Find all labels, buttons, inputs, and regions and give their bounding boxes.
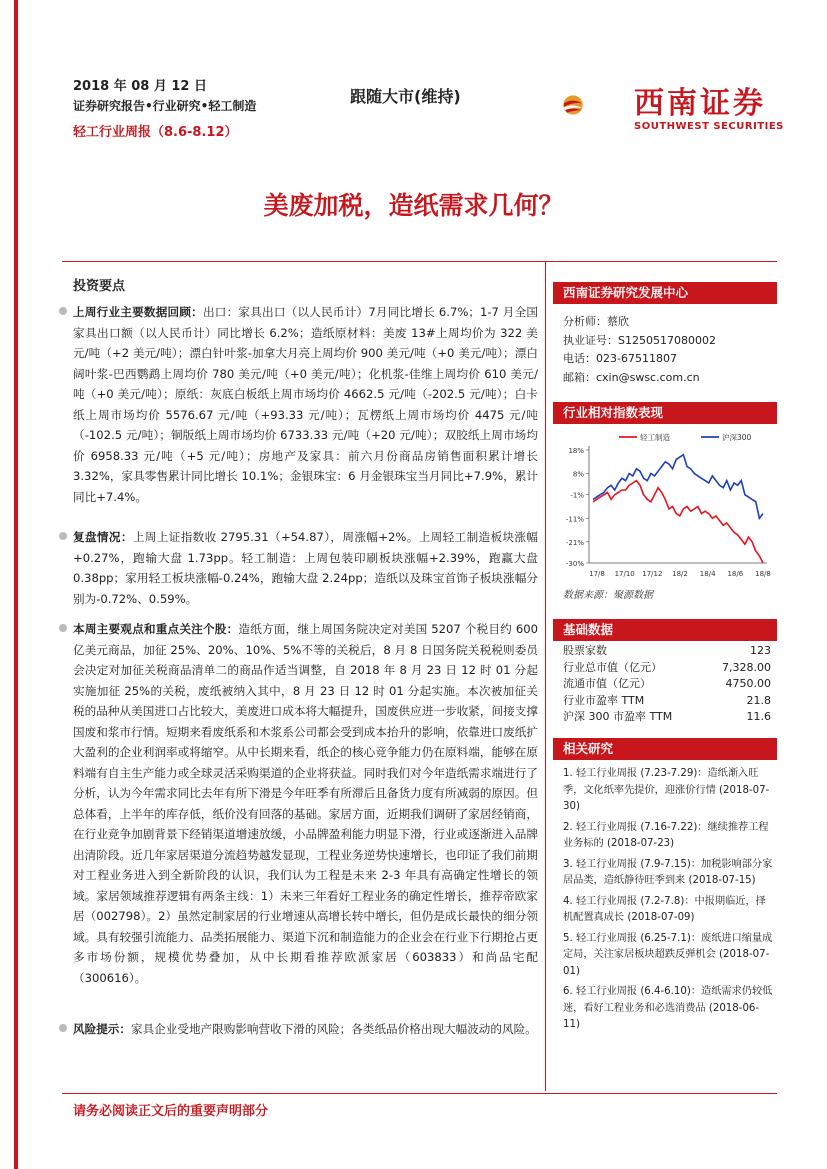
related-reports-list — [563, 766, 773, 1038]
paragraph-risk — [73, 1019, 538, 1040]
legend-label: 轻工制造 — [640, 433, 670, 442]
paragraph-lead: 风险提示： — [73, 1022, 131, 1036]
table-row — [563, 693, 771, 710]
row-label: 行业市盈率 TTM — [563, 693, 645, 707]
header-divider — [62, 261, 777, 262]
paragraph-text: 出口：家具出口（以人民币计）7月同比增长 6.7%；1-7 月全国家具出口额（以人民币计）同比增长 6.2%；造纸原材料：美废 13#上周均价为 322 美元/吨（+2 美元/吨）；漂白针叶浆-加拿大月亮上周均价 900 美元/吨（+0 美元/吨）；漂白阔叶浆-巴西鹦鹉上周均价 780 美元/吨（+0 美元/吨）；化机浆-佳维上周均价 610 美元/吨（+0 美元/吨）；原纸：灰底白板纸上周市场均价 4662.5 元/吨（-202.5 元/吨）；白卡纸上周市场均价 5576.67 元/吨（+93.33 元/吨）；瓦楞纸上周市场均价 4475 元/吨（-102.5 元/吨）；铜版纸上周市场均价 6733.33 元/吨（+20 元/吨）；双胶纸上周市场均价 6958.33 元/吨（+5 元/吨）；房地产及家具：前六月份商品房销售面积累计增长 3.32%，家具零售累计同比增长 10.1%；金银珠宝：6 月金银珠宝当月同比+7.9%，累计同比+7.4%。 — [73, 305, 538, 504]
footer-divider — [62, 1093, 777, 1094]
table-row — [563, 676, 771, 693]
company-logo-icon — [562, 74, 632, 136]
bullet-icon — [59, 624, 67, 632]
report-series: 轻工行业周报（8.6-8.12） — [73, 125, 238, 140]
x-tick-label: 18/6 — [727, 570, 744, 578]
page-title: 美废加税，造纸需求几何？ — [263, 191, 564, 220]
basic-data-table — [563, 643, 771, 726]
bullet-icon — [59, 532, 67, 540]
section-title: 投资要点 — [73, 279, 126, 294]
row-label: 股票家数 — [563, 644, 607, 657]
y-tick-label: -11% — [565, 515, 584, 524]
left-accent-bar — [14, 0, 18, 1169]
x-tick-label: 17/8 — [589, 570, 605, 578]
x-tick-label: 18/4 — [699, 570, 716, 578]
rating: 跟随大市(维持) — [350, 87, 461, 106]
paragraph-key-views — [73, 619, 538, 988]
analyst-email: 邮箱：cxin@swsc.com.cn — [563, 370, 700, 384]
analyst-info — [563, 313, 773, 387]
logo-text-en: SOUTHWEST SECURITIES — [634, 121, 784, 132]
paragraph-text: 造纸方面，继上周国务院决定对美国 5207 个税目约 600 亿美元商品，加征 25%、20%、10%、5%不等的关税后，8 月 8 日国务院关税税则委员会决定对加征关税商品清单二的商品作适当调整，自 2018 年 8 月 23 日 12 时 01 分起实施加征 25%的关税，废纸被纳入其中，8 月 23 日 12 时 01 分起实施。本次被加征关税的品种从美国进口占比较大，美废进口成本将大幅提升，国废供应进一步收紧，间接支撑国废和浆市行情。短期来看废纸系和木浆系公司都会受到成本抬升的影响，依靠进口废纸扩大盈利的企业利润率或将缩窄。从中长期来看，纸企的核心竞争能力仍在原料端，能够在原料端有自主生产能力或全球灵活采购渠道的企业将获益。同时我们对今年造纸需求端进行了分析，认为今年需求同比去年有所下滑是今年旺季有所滞后且备货力度有所减弱的原因。但总体看，上半年的库存低，纸价没有回落的基础。家居方面，近期我们调研了家居经销商，在行业竞争加剧背景下经销渠道增速放缓，小品牌盈利能力明显下滑，行业或逐渐进入品牌出清阶段。近几年家居渠道分流趋势越发显现，工程业务逆势快速增长，也印证了我们前期对工程业务进入到全新阶段的认识，我们认为工程是未来 2-3 年具有高确定性增长的领域。家居领域推荐逻辑有两条主线：1）未来三年看好工程业务的确定性增长，推荐帝欧家居（002798）。2）虽然定制家居的行业增速从高增长转中增长，但仍是成长最快的细分领域。具有较强引流能力、品类拓展能力、渠道下沉和制造能力的企业会在行业下行期抢占更多市场份额，规模优势叠加，从中长期看推荐欧派家居（603833）和尚品宅配（300616）。 — [73, 622, 538, 985]
x-tick-label: 17/12 — [642, 570, 663, 578]
row-value: 7,328.00 — [722, 660, 771, 674]
paragraph-text: 上周上证指数收 2795.31（+54.87），周涨幅+2%。上周轻工制造板块涨幅+0.27%，跑输大盘 1.73pp。轻工制造：上周包装印刷板块涨幅+2.39%，跑赢大盘 0.38pp；家用轻工板块涨幅-0.24%，跑输大盘 2.24pp；造纸以及珠宝首饰子板块涨幅分别为-0.72%、0.59%。 — [73, 530, 538, 606]
chart-source: 数据来源：聚源数据 — [563, 590, 653, 601]
basic-data-header: 基础数据 — [553, 619, 777, 641]
bullet-icon — [59, 1024, 67, 1032]
x-tick-label: 17/10 — [614, 570, 635, 578]
related-report-link[interactable]: 5. 轻工行业周报 (6.25-7.1)：废纸进口缩量成定局，关注家居板块超跌反弹机会 (2018-07-01) — [563, 932, 773, 977]
row-value: 123 — [750, 644, 771, 657]
paragraph-market-review — [73, 527, 538, 609]
logo-text-cn: 西南证券 — [634, 86, 766, 121]
report-category: 证券研究报告•行业研究•轻工制造 — [73, 99, 257, 113]
paragraph-data-review — [73, 302, 538, 507]
column-divider — [545, 261, 546, 1091]
row-value: 11.6 — [746, 710, 771, 723]
series-line — [593, 481, 763, 563]
related-report-link[interactable]: 3. 轻工行业周报 (7.9-7.15)：加税影响部分家居品类，造纸静待旺季到来 (2018-07-15) — [563, 858, 773, 886]
table-row — [563, 709, 771, 726]
relative-index-chart — [553, 428, 777, 584]
related-report-link[interactable]: 2. 轻工行业周报 (7.16-7.22)：继续推荐工程业务标的 (2018-07-23) — [563, 821, 769, 849]
x-tick-label: 18/8 — [755, 570, 771, 578]
related-report-link[interactable]: 1. 轻工行业周报 (7.23-7.29)：造纸渐入旺季，文化纸率先提价，迎涨价行情 (2018-07-30) — [563, 768, 770, 812]
report-date: 2018 年 08 月 12 日 — [73, 79, 207, 94]
analyst-name: 分析师：蔡欣 — [563, 315, 629, 328]
y-tick-label: 18% — [568, 447, 584, 455]
table-row — [563, 643, 771, 660]
footer-disclaimer: 请务必阅读正文后的重要声明部分 — [73, 1104, 269, 1119]
series-line — [593, 455, 763, 519]
paragraph-text: 家具企业受地产限购影响营收下滑的风险；各类纸品价格出现大幅波动的风险。 — [130, 1022, 537, 1036]
y-tick-label: 8% — [572, 470, 584, 479]
row-label: 行业总市值（亿元） — [563, 660, 662, 674]
analyst-phone: 电话：023-67511807 — [563, 352, 677, 365]
paragraph-lead: 上周行业主要数据回顾： — [73, 305, 203, 319]
related-report-link[interactable]: 4. 轻工行业周报 (7.2-7.8)：中报期临近，择机配置真成长 (2018-07-09) — [563, 895, 766, 923]
row-label: 流通市值（亿元） — [563, 677, 651, 690]
related-research-header: 相关研究 — [553, 738, 777, 760]
table-row — [563, 660, 771, 677]
x-tick-label: 18/2 — [672, 570, 688, 578]
y-tick-label: -21% — [565, 538, 584, 547]
row-value: 21.8 — [746, 693, 771, 707]
paragraph-lead: 本周主要观点和重点关注个股： — [73, 622, 239, 636]
bullet-icon — [59, 307, 67, 315]
y-tick-label: -1% — [570, 491, 584, 500]
paragraph-lead: 复盘情况： — [73, 530, 133, 544]
related-report-link[interactable]: 6. 轻工行业周报 (6.4-6.10)：造纸需求仍较低迷，看好工程业务和必选消费品 (2018-06-11) — [563, 986, 773, 1030]
analyst-license: 执业证号：S1250517080002 — [563, 333, 716, 347]
legend-label: 沪深300 — [722, 433, 752, 442]
row-label: 沪深 300 市盈率 TTM — [563, 710, 673, 723]
y-tick-label: -30% — [565, 560, 584, 568]
research-center-header: 西南证券研究发展中心 — [553, 282, 777, 304]
chart-header: 行业相对指数表现 — [553, 402, 777, 424]
row-value: 4750.00 — [725, 677, 771, 690]
